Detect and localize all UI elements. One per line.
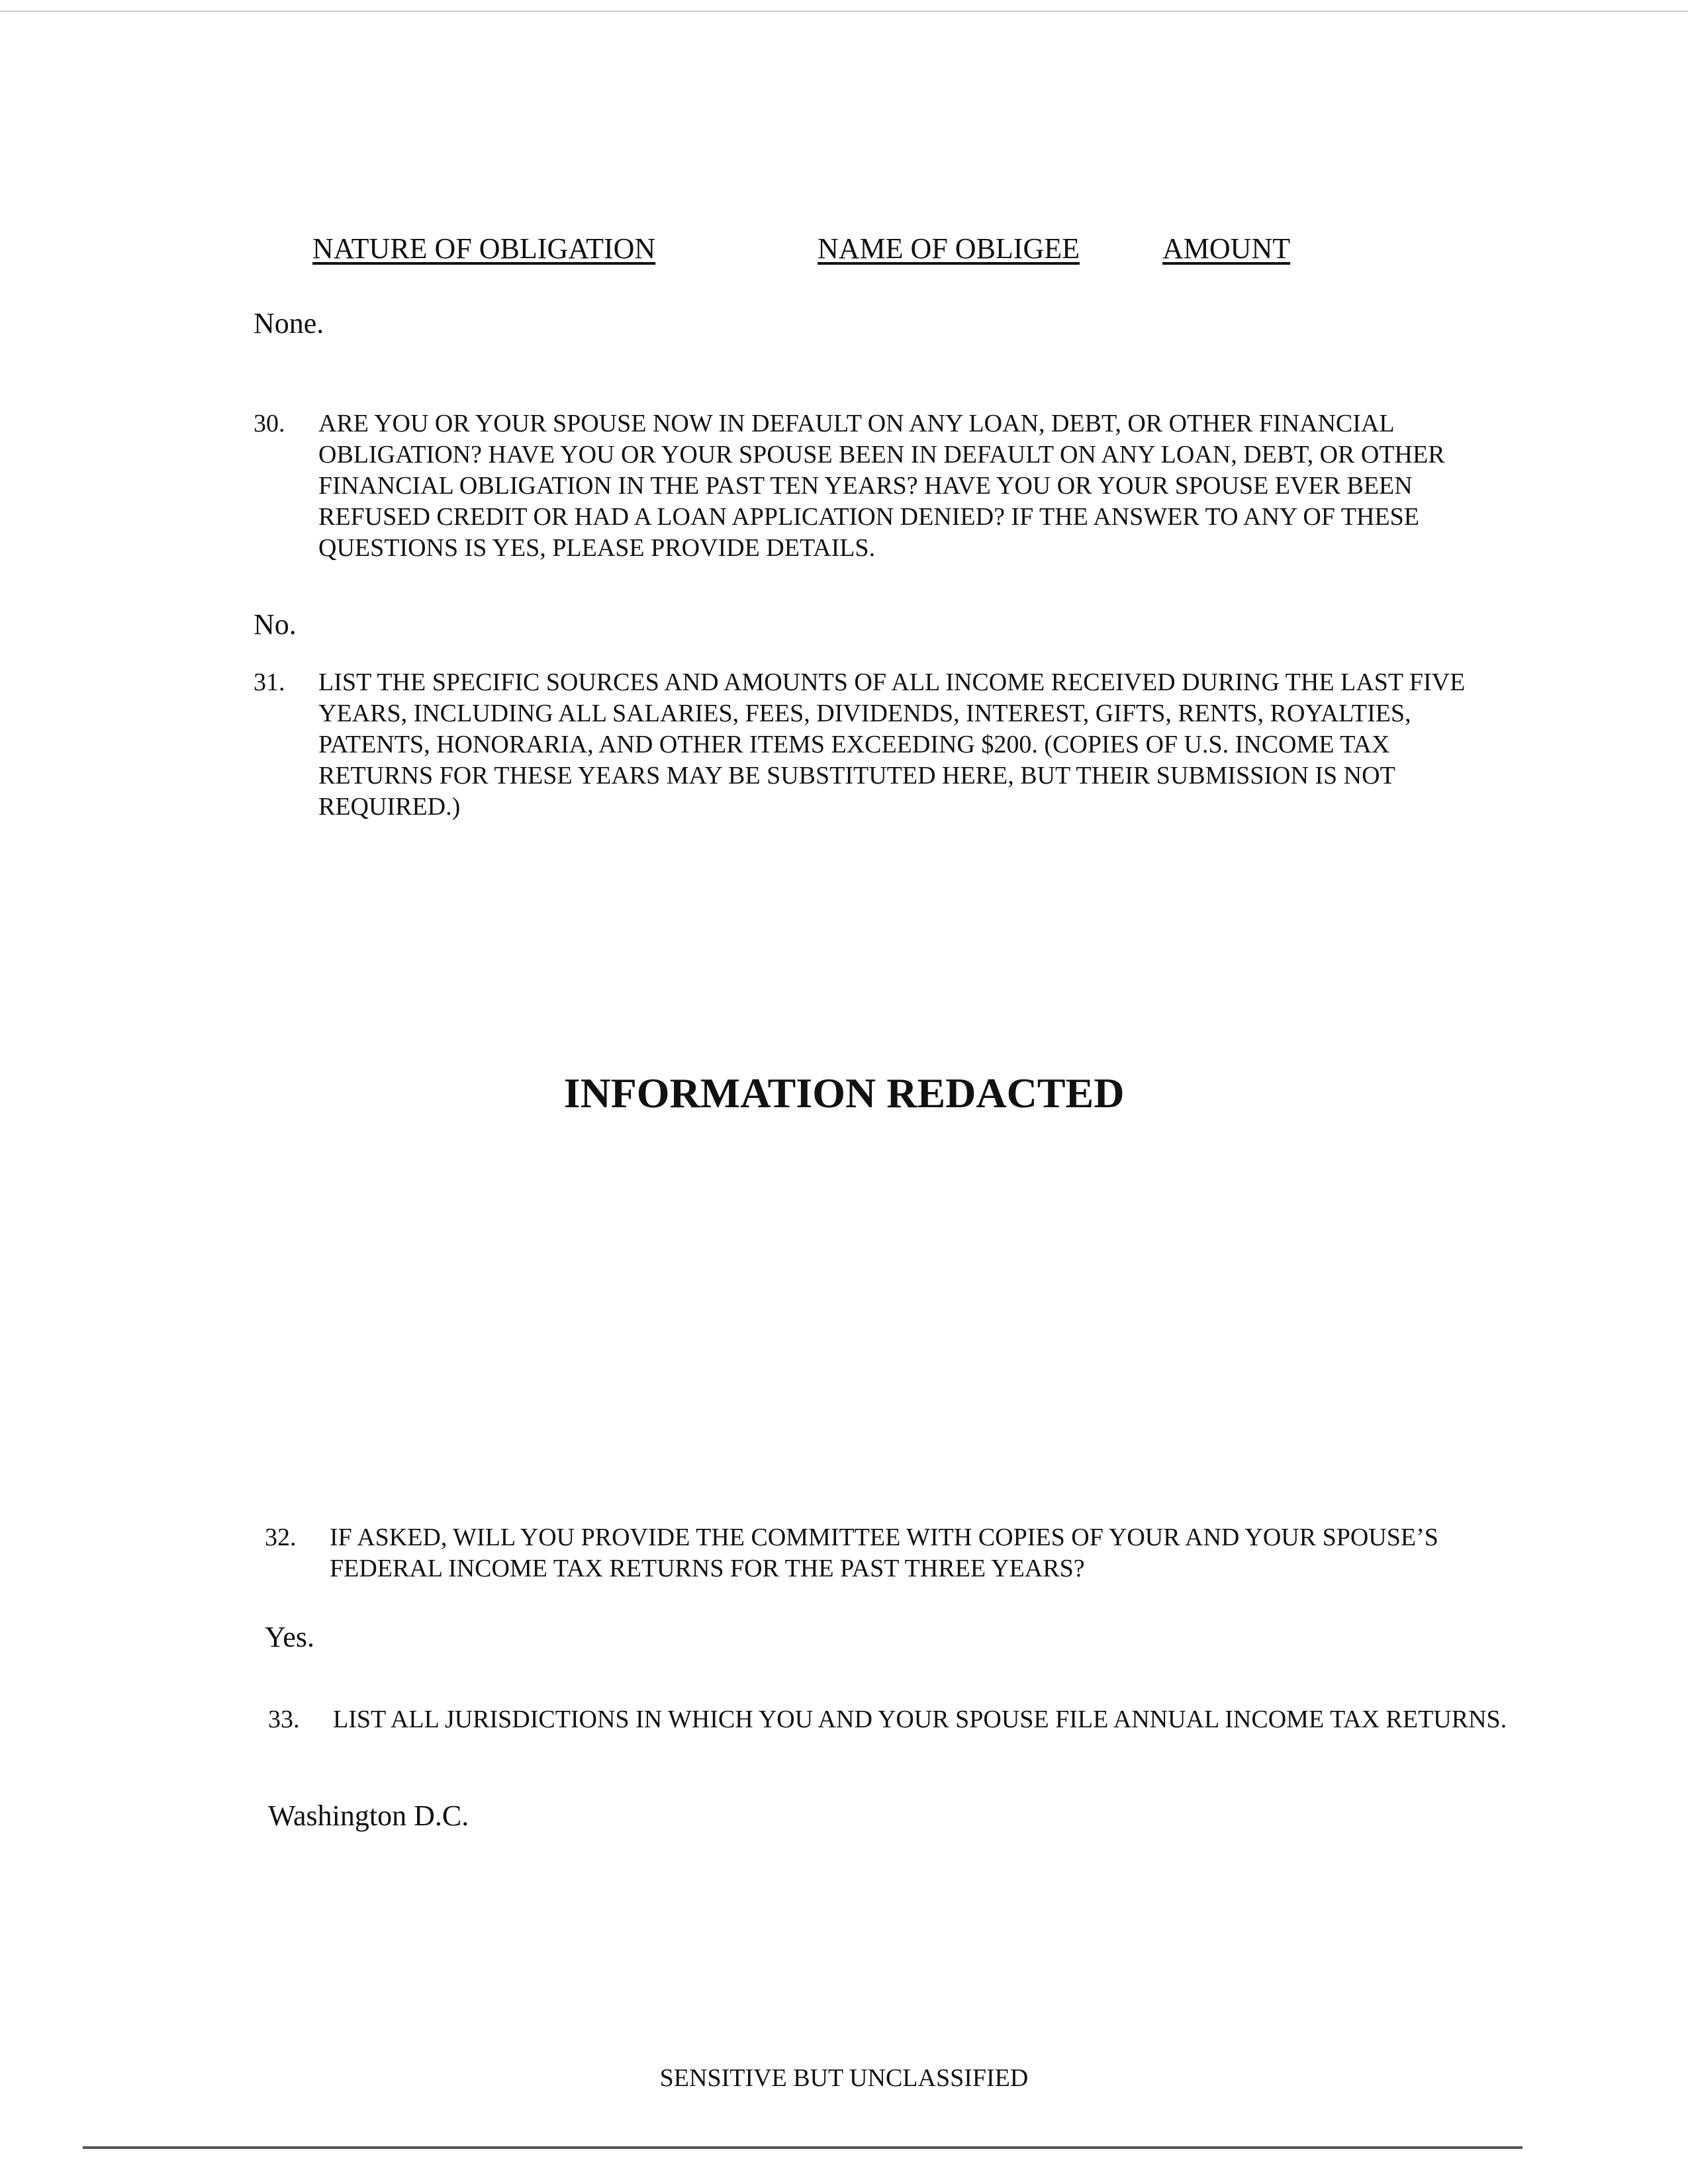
question-32 xyxy=(265,1522,1523,1584)
bottom-rule xyxy=(83,2146,1523,2149)
answer-32: Yes. xyxy=(265,1621,315,1653)
question-30 xyxy=(254,408,1498,564)
answer-29: None. xyxy=(254,307,324,340)
classification-footer: SENSITIVE BUT UNCLASSIFIED xyxy=(659,2064,1029,2092)
question-32-number: 32. xyxy=(265,1524,297,1551)
column-header-obligee: NAME OF OBLIGEE xyxy=(818,232,1080,265)
column-header-nature: NATURE OF OBLIGATION xyxy=(312,232,656,265)
question-30-text: ARE YOU OR YOUR SPOUSE NOW IN DEFAULT ON ANY LOAN, DEBT, OR OTHER FINANCIAL OBLIGATION? HAVE YOU OR YOUR SPOUSE BEEN IN DEFAULT ON ANY LOAN, DEBT, OR OTHER FINANCIAL OBLIGATION IN THE PAST TEN YEARS? HAVE YOU OR YOUR SPOUSE EVER BEEN REFUSED CREDIT OR HAD A LOAN APPLICATION DENIED? IF THE ANSWER TO ANY OF THESE QUESTIONS IS YES, PLEASE PROVIDE DETAILS. xyxy=(318,410,1445,562)
answer-30: No. xyxy=(254,608,297,641)
question-31-text: LIST THE SPECIFIC SOURCES AND AMOUNTS OF ALL INCOME RECEIVED DURING THE LAST FIVE YEARS, INCLUDING ALL SALARIES, FEES, DIVIDENDS, INTEREST, GIFTS, RENTS, ROYALTIES, PATENTS, HONORARIA, AND OTHER ITEMS EXCEEDING $200. (COPIES OF U.S. INCOME TAX RETURNS FOR THESE YEARS MAY BE SUBSTITUTED HERE, BUT THEIR SUBMISSION IS NOT REQUIRED.) xyxy=(318,668,1466,821)
question-31-number: 31. xyxy=(254,668,285,696)
column-header-amount: AMOUNT xyxy=(1162,232,1291,265)
question-33-text: LIST ALL JURISDICTIONS IN WHICH YOU AND YOUR SPOUSE FILE ANNUAL INCOME TAX RETURNS. xyxy=(333,1706,1507,1733)
question-30-number: 30. xyxy=(254,410,285,437)
question-33 xyxy=(268,1704,1519,1735)
question-33-number: 33. xyxy=(268,1706,300,1733)
answer-33: Washington D.C. xyxy=(268,1799,469,1832)
question-31 xyxy=(254,667,1498,823)
question-32-text: IF ASKED, WILL YOU PROVIDE THE COMMITTEE WITH COPIES OF YOUR AND YOUR SPOUSE’S FEDERAL INCOME TAX RETURNS FOR THE PAST THREE YEARS? xyxy=(330,1524,1438,1582)
redacted-notice: INFORMATION REDACTED xyxy=(563,1069,1125,1116)
top-rule xyxy=(0,11,1688,12)
